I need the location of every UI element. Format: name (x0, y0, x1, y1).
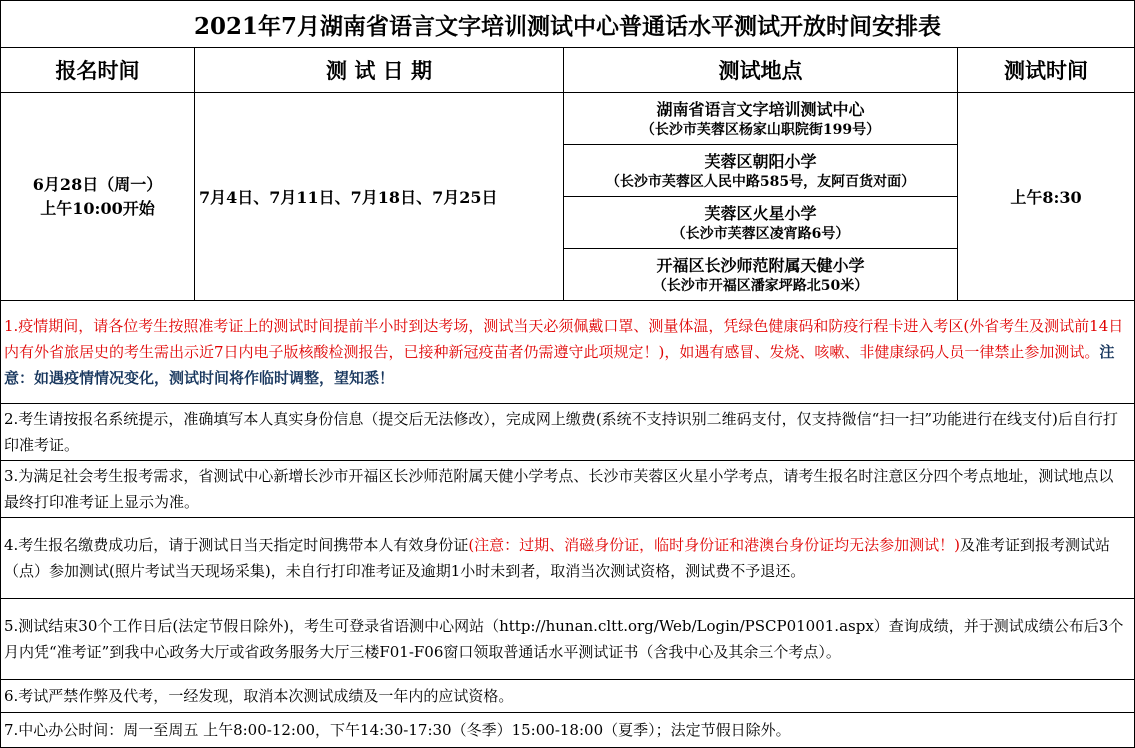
note-1-text: 1.疫情期间，请各位考生按照准考证上的测试时间提前半小时到达考场，测试当天必须佩戴口罩、测量体温，凭绿色健康码和防疫行程卡进入考区(外省考生及测试前14日内有外省旅居史的考生需出示近7日内电子版核酸检测报告，已接种新冠疫苗者仍需遵守此项规定！)，如遇有感冒、发烧、咳嗽、非健康绿码人员一律禁止参加测试。 (4, 317, 1124, 361)
test-dates-cell: 7月4日、7月11日、7月18日、7月25日 (195, 93, 564, 301)
header-test-date: 测 试 日 期 (195, 48, 564, 93)
note-7-office-hours: 7.中心办公时间：周一至周五 上午8:00-12:00，下午14:30-17:30（冬季）15:00-18:00（夏季）；法定节假日除外。 (1, 713, 1135, 748)
location-item (564, 145, 958, 197)
location-item (564, 197, 958, 249)
location-name: 开福区长沙师范附属天健小学 (656, 255, 865, 275)
note-3-locations: 3.为满足社会考生报考需求，省测试中心新增长沙市开福区长沙师范附属天健小学考点、长沙市芙蓉区火星小学考点，请考生报名时注意区分四个考点地址，测试地点以最终打印准考证上显示为准。 (1, 461, 1135, 518)
table-title: 2021年7月湖南省语言文字培训测试中心普通话水平测试开放时间安排表 (1, 1, 1135, 48)
note-2-registration: 2.考生请按报名系统提示，准确填写本人真实身份信息（提交后无法修改），完成网上缴费(系统不支持识别二维码支付，仅支持微信“扫一扫”功能进行在线支付)后自行打印准考证。 (1, 404, 1135, 461)
location-item (564, 249, 958, 301)
note-4-id-card (1, 518, 1135, 599)
note-1-epidemic (1, 301, 1135, 404)
location-address: （长沙市芙蓉区凌宵路6号） (671, 225, 850, 242)
header-registration-time: 报名时间 (1, 48, 195, 93)
test-time-cell: 上午8:30 (958, 93, 1135, 301)
location-address: （长沙市芙蓉区人民中路585号，友阿百货对面） (605, 173, 916, 190)
location-name: 芙蓉区火星小学 (704, 203, 817, 223)
note-5-results: 5.测试结束30个工作日后(法定节假日除外)，考生可登录省语测中心网站（http://hunan.cltt.org/Web/Login/PSCP01001.aspx）查询成绩，并于测试成绩公布后3个月内凭“准考证”到我中心政务大厅或省政务服务大厅三楼F01-F06窗口领取普通话水平测试证书（含我中心及其余三个考点）。 (1, 599, 1135, 680)
note-4-warning: (注意：过期、消磁身份证，临时身份证和港澳台身份证均无法参加测试！) (468, 536, 961, 554)
location-address: （长沙市芙蓉区杨家山职院街199号） (640, 121, 881, 138)
note-1-notice: 注意：如遇疫情情况变化，测试时间将作临时调整，望知悉！ (4, 343, 1115, 387)
note-6-cheating: 6.考试严禁作弊及代考，一经发现，取消本次测试成绩及一年内的应试资格。 (1, 680, 1135, 713)
header-test-location: 测试地点 (564, 48, 958, 93)
registration-date: 6月28日（周一） (32, 174, 163, 194)
location-item (564, 93, 958, 145)
header-test-time: 测试时间 (958, 48, 1135, 93)
note-4-text-a: 4.考生报名缴费成功后，请于测试日当天指定时间携带本人有效身份证 (4, 536, 469, 554)
registration-time-cell (1, 93, 195, 301)
location-address: （长沙市开福区潘家坪路北50米） (652, 277, 869, 294)
location-name: 芙蓉区朝阳小学 (704, 151, 817, 171)
note-4-text-b: 及准考证到报考测试站（点）参加测试(照片考试当天现场采集)，未自行打印准考证及逾期1小时未到者，取消当次测试资格，测试费不予退还。 (4, 536, 1111, 580)
registration-start: 上午10:00开始 (40, 198, 155, 218)
location-name: 湖南省语言文字培训测试中心 (656, 99, 865, 119)
